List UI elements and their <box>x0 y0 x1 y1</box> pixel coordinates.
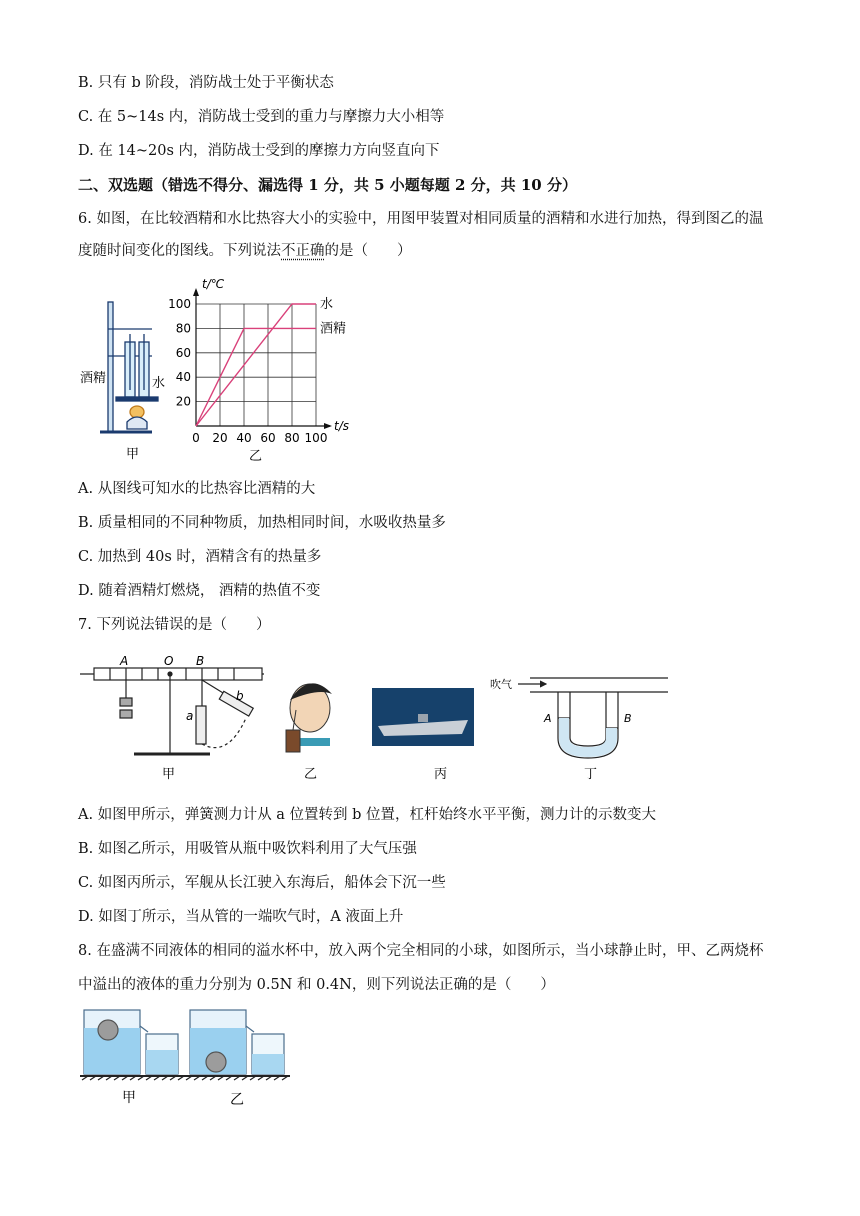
caption-yi: 乙 <box>304 767 318 782</box>
caption-jia: 甲 <box>126 447 140 462</box>
y-tick-label: 20 <box>175 394 191 409</box>
x-tick-label: 40 <box>236 431 252 445</box>
q7-figure <box>78 648 678 788</box>
q6-figure <box>72 272 372 467</box>
q7-stem: 7. 下列说法错误的是（ ） <box>78 617 271 633</box>
x-tick-label: 80 <box>284 431 300 445</box>
q7-option-b: B. 如图乙所示，用吸管从瓶中吸饮料利用了大气压强 <box>78 841 417 857</box>
tube-label-B: B <box>624 712 632 725</box>
tube-label-A: A <box>544 712 552 725</box>
boy-drinking-image <box>286 683 332 752</box>
label-B: B <box>196 654 205 668</box>
temperature-chart <box>168 277 349 445</box>
x-axis-label: t/s <box>334 419 349 433</box>
section-heading: 二、双选题（错选不得分、漏选得 1 分，共 5 小题每题 2 分，共 10 分） <box>78 176 577 194</box>
option-d: D. 在 14~20s 内，消防战士受到的摩擦力方向竖直向下 <box>78 143 440 159</box>
y-tick-label: 80 <box>175 321 191 336</box>
series-label: 酒精 <box>320 321 347 337</box>
caption-jia: 甲 <box>162 767 176 782</box>
caption-ding: 丁 <box>584 767 598 782</box>
y-axis-arrow <box>193 288 199 296</box>
label-alcohol: 酒精 <box>80 371 107 386</box>
q6-option-c: C. 加热到 40s 时，酒精含有的热量多 <box>78 549 322 565</box>
x-tick-label: 0 <box>192 431 200 445</box>
label-A: A <box>120 654 129 668</box>
y-tick-label: 40 <box>175 370 191 385</box>
overflow-cups <box>80 1010 290 1080</box>
lever-diagram <box>80 668 264 754</box>
caption-yi: 乙 <box>249 449 263 464</box>
q7-option-c: C. 如图丙所示，军舰从长江驶入东海后，船体会下沉一些 <box>78 875 446 891</box>
label-a: a <box>186 709 194 723</box>
x-tick-label: 100 <box>304 431 328 445</box>
emphasis-text: 不正确 <box>281 243 325 259</box>
q8-stem-1: 8. 在盛满不同液体的相同的溢水杯中，放入两个完全相同的小球，如图所示，当小球静止时，甲、乙两烧杯 <box>78 943 764 959</box>
caption-yi: 乙 <box>230 1092 244 1108</box>
x-tick-label: 60 <box>260 431 276 445</box>
q6-stem-2: 度随时间变化的图线。下列说法不正确的是（ ） <box>78 243 412 259</box>
u-tube-diagram <box>518 678 668 758</box>
q7-option-d: D. 如图丁所示，当从管的一端吹气时，A 液面上升 <box>78 909 404 925</box>
series-line <box>196 304 316 426</box>
heating-apparatus <box>100 302 158 432</box>
y-axis-label: t/℃ <box>202 277 225 291</box>
label-b: b <box>236 689 244 703</box>
x-tick-label: 20 <box>212 431 228 445</box>
q8-figure <box>78 1006 294 1112</box>
q8-stem-2: 中溢出的液体的重力分别为 0.5N 和 0.4N，则下列说法正确的是（ ） <box>78 977 555 993</box>
q7-option-a: A. 如图甲所示，弹簧测力计从 a 位置转到 b 位置，杠杆始终水平平衡，测力计的示数变大 <box>78 807 657 823</box>
blow-label: 吹气 <box>490 678 512 691</box>
q6-option-b: B. 质量相同的不同种物质，加热相同时间，水吸收热量多 <box>78 515 446 531</box>
y-tick-label: 60 <box>175 345 191 360</box>
q6-option-d: D. 随着酒精灯燃烧， 酒精的热值不变 <box>78 583 321 599</box>
x-axis-arrow <box>324 423 332 429</box>
label-O: O <box>164 654 174 668</box>
option-c: C. 在 5~14s 内，消防战士受到的重力与摩擦力大小相等 <box>78 109 445 125</box>
q6-stem-1: 6. 如图，在比较酒精和水比热容大小的实验中，用图甲装置对相同质量的酒精和水进行加热，得到图乙的温 <box>78 211 764 227</box>
y-tick-label: 100 <box>168 297 191 311</box>
label-water: 水 <box>152 376 166 391</box>
caption-bing: 丙 <box>434 767 448 782</box>
option-b: B. 只有 b 阶段，消防战士处于平衡状态 <box>78 75 334 91</box>
caption-jia: 甲 <box>122 1090 136 1106</box>
warship-photo <box>372 688 474 746</box>
q6-option-a: A. 从图线可知水的比热容比酒精的大 <box>78 481 316 497</box>
series-label: 水 <box>320 297 334 312</box>
